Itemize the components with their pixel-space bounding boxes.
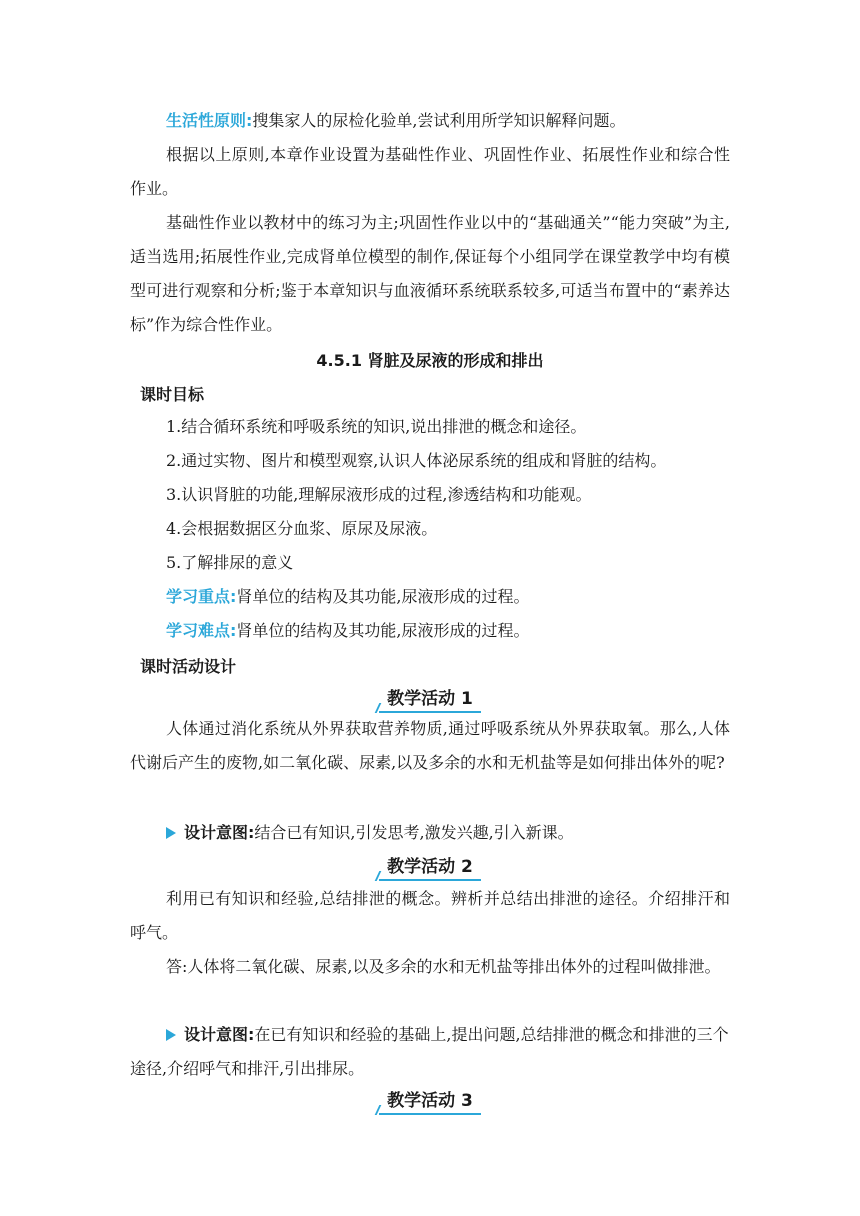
difficulty-point: [166, 614, 730, 648]
activity-3-title: [0, 1086, 860, 1115]
activity-3-title-text: 教学活动 3: [379, 1086, 481, 1115]
activity-1-title: [0, 684, 860, 713]
paragraph-assignment-types: 根据以上原则,本章作业设置为基础性作业、巩固性作业、拓展性作业和综合性作业。: [130, 145, 730, 198]
activity-2-design-text: 在已有知识和经验的基础上,提出问题,总结排泄的概念和排泄的三个途径,介绍呼气和排汗,引出排尿。: [130, 1025, 729, 1078]
activity-1-design-intent: [166, 816, 730, 850]
activity-2-text: 利用已有知识和经验,总结排泄的概念。辨析并总结出排泄的途径。介绍排汗和呼气。: [130, 889, 730, 942]
activity-2-design-intent: [130, 1018, 730, 1086]
activity-1-design-text: 结合已有知识,引发思考,激发兴趣,引入新课。: [254, 823, 574, 842]
key-point-label: 学习重点:: [166, 587, 237, 606]
difficulty-text: 肾单位的结构及其功能,尿液形成的过程。: [236, 621, 530, 640]
activity-1-text: 人体通过消化系统从外界获取营养物质,通过呼吸系统从外界获取氧。那么,人体代谢后产生的废物,如二氧化碳、尿素,以及多余的水和无机盐等是如何排出体外的呢?: [130, 719, 730, 772]
activity-1-title-text: 教学活动 1: [379, 684, 481, 713]
activity-design-heading: 课时活动设计: [140, 657, 237, 676]
principle-label: 生活性原则:: [166, 111, 253, 130]
activity-2-answer: 答:人体将二氧化碳、尿素,以及多余的水和无机盐等排出体外的过程叫做排泄。: [166, 957, 721, 976]
objectives-heading: 课时目标: [140, 385, 205, 404]
objective-item-4: 4.会根据数据区分血浆、原尿及尿液。: [166, 519, 438, 538]
activity-2-title: [0, 852, 860, 881]
section-title: 4.5.1 肾脏及尿液的形成和排出: [316, 351, 544, 370]
objective-item-5: 5.了解排尿的意义: [166, 553, 294, 572]
activity-2-title-text: 教学活动 2: [379, 852, 481, 881]
activity-2-design-label: 设计意图:: [184, 1025, 255, 1044]
activity-1-design-label: 设计意图:: [184, 823, 255, 842]
principle-paragraph: [130, 104, 730, 138]
objective-item-3: 3.认识肾脏的功能,理解尿液形成的过程,渗透结构和功能观。: [166, 485, 592, 504]
difficulty-label: 学习难点:: [166, 621, 237, 640]
key-point: [166, 580, 730, 614]
paragraph-assignment-details: 基础性作业以教材中的练习为主;巩固性作业以中的“基础通关”“能力突破”为主,适当选用;拓展性作业,完成肾单位模型的制作,保证每个小组同学在课堂教学中均有模型可进行观察和分析;鉴于本章知识与血液循环系统联系较多,可适当布置中的“素养达标”作为综合性作业。: [130, 213, 730, 334]
objective-item-2: 2.通过实物、图片和模型观察,认识人体泌尿系统的组成和肾脏的结构。: [166, 451, 667, 470]
triangle-right-icon: [166, 827, 176, 839]
objective-item-1: 1.结合循环系统和呼吸系统的知识,说出排泄的概念和途径。: [166, 417, 587, 436]
key-point-text: 肾单位的结构及其功能,尿液形成的过程。: [236, 587, 530, 606]
triangle-right-icon: [166, 1029, 176, 1041]
principle-text: 搜集家人的尿检化验单,尝试利用所学知识解释问题。: [252, 111, 626, 130]
